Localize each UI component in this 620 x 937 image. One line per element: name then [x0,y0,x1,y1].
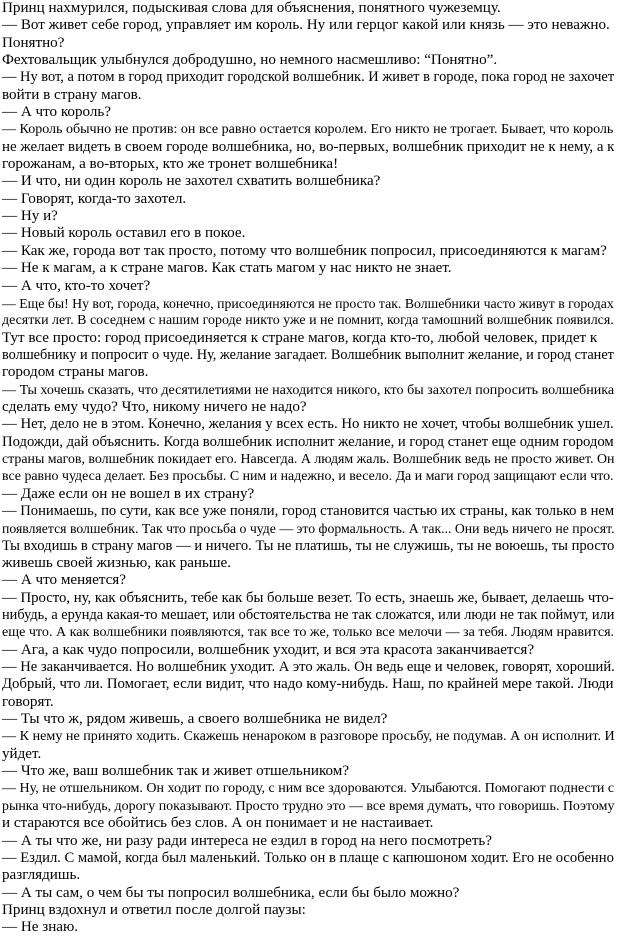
text-line: — Просто, ну, как объяснить, тебе как бы больше везет. То есть, знаешь же, бывает, делаешь что- [2,589,614,606]
text-line: — А ты что же, ни разу ради интереса не ездил в город на него посмотреть? [2,832,493,849]
text-line: — И что, ни один король не захотел схватить волшебника? [2,173,381,190]
text-line: — К нему не принято ходить. Скажешь ненароком в разговоре просьбу, не подумав. А он исполнит. И [2,728,615,745]
text-line: страны магов, волшебник покидает его. Навсегда. А людям жаль. Волшебник ведь не просто живет. Он [2,451,615,467]
text-line: — Вот живет себе город, управляет им король. Ну или герцог какой или князь — это неважно. [2,17,610,34]
text-line: — Нет, дело не в этом. Конечно, желания у всех есть. Но никто не хочет, чтобы волшебник ушел. [2,416,614,433]
text-line: не желает видеть в своем городе волшебника, но, во-первых, волшебник приходит не к нему, а к [2,138,615,155]
text-line: — Ну вот, а потом в город приходит городской волшебник. И живет в городе, пока город не захочет [2,69,615,86]
text-line: Тут все просто: город присоединяется к стране магов, когда кто-то, любой человек, придет к [2,329,598,346]
text-line: — Не к магам, а к стране магов. Как стать магом у нас никто не знает. [2,260,452,277]
text-line: сделать ему чудо? Что, никому ничего не надо? [2,398,307,415]
text-line: горожанам, а во-вторых, кто же тронет волшебника! [2,156,339,173]
text-line: появляется волшебник. Так что просьба о чуде — это формальность. А так... Они ведь ничего не просят. [2,521,615,537]
text-line: — Ага, а как чудо попросили, волшебник уходит, и вся эта красота заканчивается? [2,641,535,658]
text-line: волшебнику и попросит о чуде. Ну, желание загадает. Волшебник выполнит желание, и город станет [2,346,614,363]
text-line: — Король обычно не против: он все равно остается королем. Его никто не трогает. Бывает, что король [2,121,614,138]
text-line: — Ездил. С мамой, когда был маленький. Только он в плаще с капюшоном ходит. Его не особенно [2,849,614,866]
text-line: — Еще бы! Ну вот, города, конечно, присоединяются не просто так. Волшебники часто живут в городах [2,295,614,311]
text-line: — Ты что ж, рядом живешь, а своего волшебника не видел? [2,711,388,728]
text-line: еще что. А как волшебники появляются, так все то же, только все мелочи — за тебя. Людям нравится. [2,624,615,641]
text-line: живешь своей жизнью, как раньше. [2,555,231,571]
text-line: — Что же, ваш волшебник так и живет отшельником? [2,763,350,780]
text-line: Фехтовальщик улыбнулся добродушно, но немного насмешливо: “Понятно”. [2,52,498,69]
text-line: Подожди, дай объяснить. Когда волшебник исполнит желание, и город станет еще одним городом [2,433,614,450]
text-line: десятки лет. В соседнем с нашим городе никто уже и не помнит, когда тамошний волшебник появился. [2,313,614,329]
text-line: — Ну и? [2,208,58,225]
text-line: — А что, кто-то хочет? [2,277,151,294]
text-line: Добрый, что ли. Помогает, если видит, что надо кому-нибудь. Наш, по крайней мере такой. Люди [2,676,614,693]
text-line: — Понимаешь, по сути, как все уже поняли, город становится частью их страны, как только в нем [2,502,615,519]
text-line: разглядишь. [2,867,81,884]
text-line: — А ты сам, о чем бы ты попросил волшебника, если бы было можно? [2,884,460,901]
text-line: — Не знаю. [2,919,79,936]
text-line: рынка что-нибудь, дорогу показывают. Просто трудно это — все время думать, что говоришь. Поэтому [2,798,615,814]
text-line: Принц нахмурился, подыскивая слова для объяснения, понятного чужеземцу. [2,0,501,16]
text-line: войти в страну магов. [2,86,142,103]
text-line: — А что король? [2,104,111,121]
text-line: говорят. [2,693,54,710]
text-line: городом страны магов. [2,364,149,381]
text-line: — Ты хочешь сказать, что десятилетиями не находится никого, кто бы захотел попросить волшебника [2,381,615,398]
text-line: — Говорят, когда-то захотел. [2,190,187,207]
text-line: — Ну, не отшельником. Он ходит по городу, с ним все здороваются. Улыбаются. Помогают поднести с [2,781,615,797]
text-line: уйдет. [2,745,42,762]
text-line: все равно чудеса делает. Без просьбы. С ним и надежно, и весело. Да и маги город защищают если что. [2,469,614,485]
text-line: Понятно? [2,34,65,51]
text-line: Принц вздохнул и ответил после долгой паузы: [2,901,306,918]
text-line: — Не заканчивается. Но волшебник уходит. А это жаль. Он ведь еще и человек, говорят, хороший. [2,659,615,676]
text-line: нибудь, а ерунда какая-то мешает, или обстоятельства не так сложатся, или люди не так поймут, или [2,607,615,624]
text-line: и стараются все обойтись без слов. А он понимает и не настаивает. [2,815,434,832]
text-line: — Как же, города вот так просто, потому что волшебник попросил, присоединяются к магам? [2,242,607,259]
text-line: Ты входишь в страну магов — и ничего. Ты не платишь, ты не служишь, ты не воюешь, ты просто [2,537,615,554]
text-line: — Новый король оставил его в покое. [2,225,246,242]
text-line: — Даже если он не вошел в их страну? [2,485,255,502]
text-line: — А что меняется? [2,572,126,589]
